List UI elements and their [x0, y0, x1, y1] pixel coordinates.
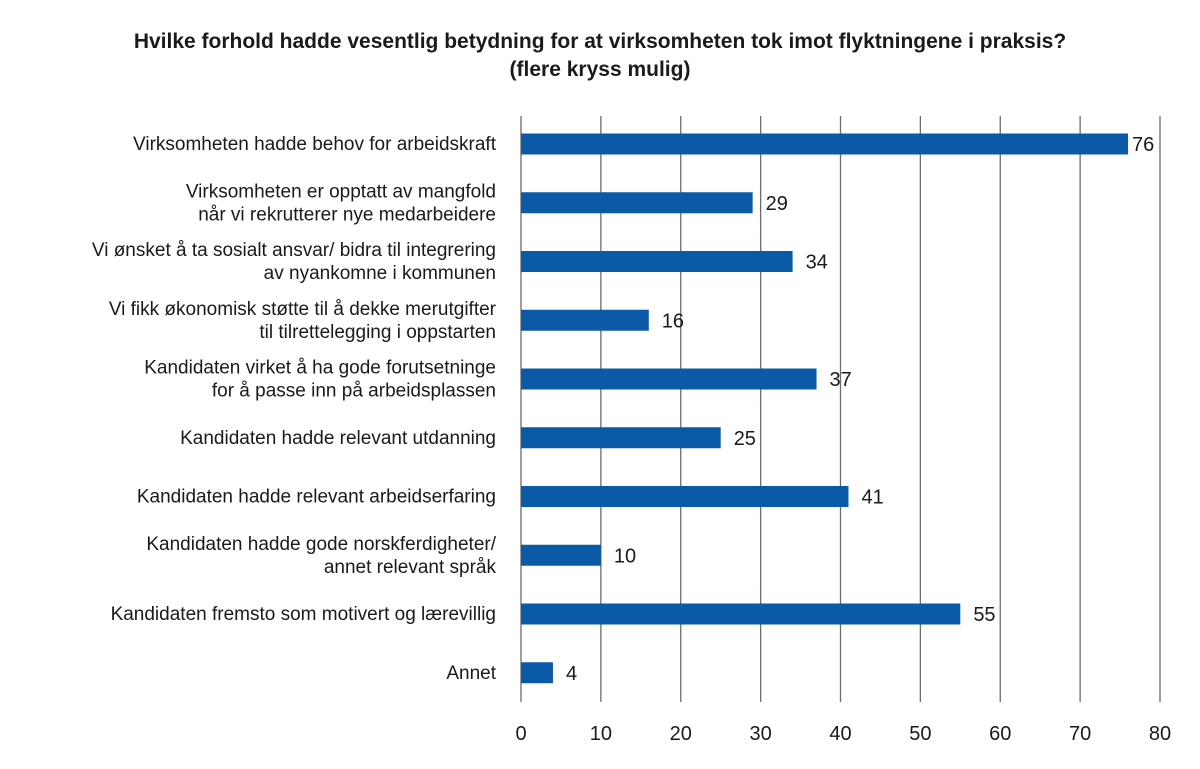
- bar-6: [521, 486, 848, 507]
- bar-4: [521, 369, 817, 390]
- x-axis-ticks: [515, 723, 1171, 745]
- bar-8: [521, 604, 960, 625]
- value-label: 29: [765, 192, 788, 215]
- value-label: 34: [805, 251, 828, 274]
- value-label: 4: [565, 662, 578, 685]
- category-labels: [92, 134, 497, 684]
- category-label: av nyankomne i kommunen: [263, 263, 496, 284]
- value-label: 41: [861, 486, 884, 509]
- value-label: 16: [661, 310, 685, 333]
- bars: [521, 134, 1128, 684]
- bar-2: [521, 251, 793, 272]
- category-label: Vi fikk økonomisk støtte til å dekke merutgifter: [108, 298, 496, 320]
- category-label: Annet: [446, 662, 496, 684]
- category-label: Kandidaten fremsto som motivert og lærevillig: [110, 604, 496, 625]
- x-tick-label: 40: [829, 723, 852, 745]
- value-labels: [566, 134, 1154, 685]
- x-tick-label: 60: [989, 723, 1012, 745]
- value-label: 10: [613, 545, 637, 568]
- bar-5: [521, 427, 721, 448]
- x-tick-label: 50: [909, 723, 932, 745]
- bar-9: [521, 662, 553, 683]
- x-tick-label: 30: [749, 723, 772, 745]
- value-label: 55: [973, 604, 996, 626]
- x-tick-label: 0: [515, 723, 527, 745]
- category-label: Virksomheten hadde behov for arbeidskraft: [133, 134, 496, 155]
- category-label: til tilrettelegging i oppstarten: [259, 321, 496, 343]
- category-label: annet relevant språk: [323, 556, 496, 578]
- category-label: Kandidaten hadde relevant arbeidserfaring: [136, 486, 496, 508]
- category-label: Virksomheten er opptatt av mangfold: [185, 181, 496, 203]
- x-tick-label: 20: [669, 723, 692, 745]
- category-label: Kandidaten hadde relevant utdanning: [180, 427, 496, 449]
- category-label: når vi rekrutterer nye medarbeidere: [198, 204, 496, 226]
- category-label: for å passe inn på arbeidsplassen: [211, 380, 496, 402]
- bar-1: [521, 192, 753, 213]
- value-label: 76: [1132, 134, 1155, 156]
- bar-0: [521, 134, 1128, 155]
- x-tick-label: 70: [1069, 723, 1092, 745]
- category-label: Kandidaten hadde gode norskferdigheter/: [146, 533, 496, 555]
- x-tick-label: 10: [589, 723, 612, 745]
- chart-title-main: Hvilke forhold hadde vesentlig betydning for at virksomheten tok imot flyktningene i praksis?: [133, 30, 1067, 53]
- x-tick-label: 80: [1148, 723, 1172, 745]
- chart-subtitle: (flere kryss mulig): [509, 58, 691, 81]
- value-label: 25: [733, 427, 756, 450]
- bar-7: [521, 545, 601, 566]
- value-label: 37: [829, 369, 852, 391]
- category-label: Kandidaten virket å ha gode forutsetninge: [144, 357, 496, 379]
- category-label: Vi ønsket å ta sosialt ansvar/ bidra til integrering: [91, 240, 496, 261]
- bar-3: [521, 310, 649, 331]
